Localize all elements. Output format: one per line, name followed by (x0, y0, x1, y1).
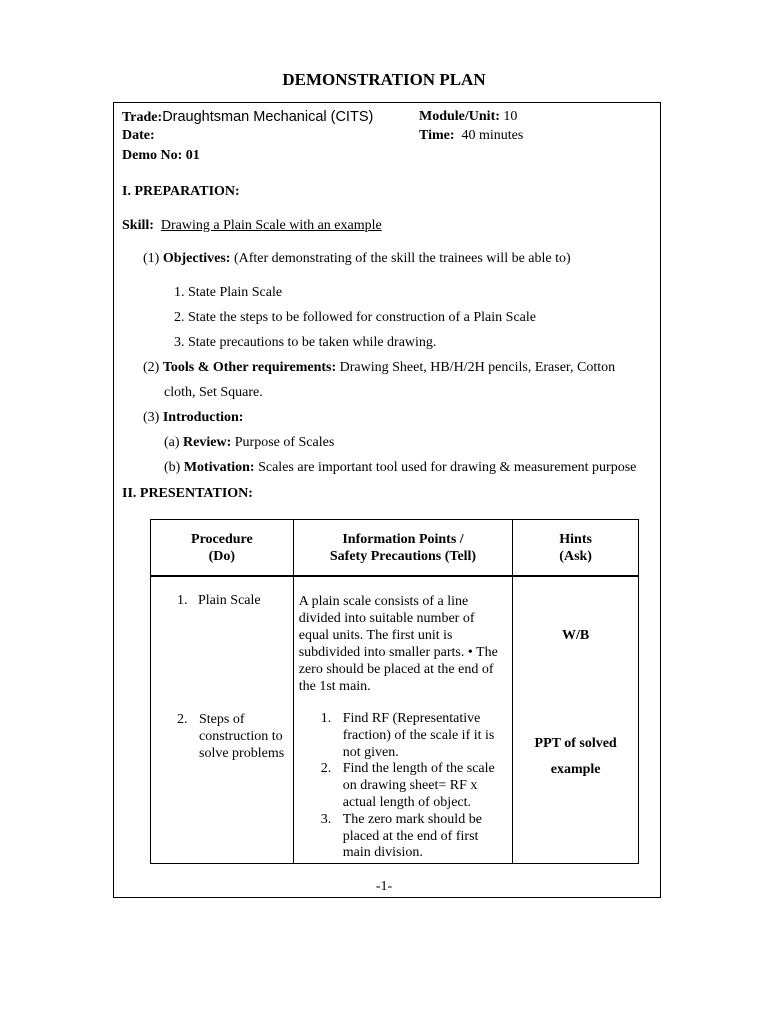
preparation-heading: I. PREPARATION: (122, 184, 240, 199)
column-header: Information Points / Safety Precautions (Tell) (293, 520, 513, 577)
skill-row (122, 218, 382, 234)
plain-scale-info: A plain scale consists of a line divided into suitable number of equal units. The first unit is subdivided into smaller parts. • The zero should be placed at the end of the 1st main. (298, 594, 498, 694)
skill-label: Skill: (122, 218, 154, 233)
hints-cell (513, 576, 639, 864)
time-value: 40 minutes (461, 128, 524, 143)
tools-text-cont: cloth, Set Square. (164, 385, 263, 400)
procedure-cell (151, 576, 294, 864)
review-text: Purpose of Scales (234, 435, 335, 450)
column-header: Procedure (Do) (151, 520, 294, 577)
document-title: DEMONSTRATION PLAN (282, 70, 486, 89)
trade-row (122, 109, 373, 126)
trade-label: Trade: (122, 110, 163, 125)
presentation-table (150, 519, 639, 864)
trade-value: Draughtsman Mechanical (CITS) (162, 109, 374, 125)
module-label: Module/Unit: (419, 109, 500, 124)
objective-item: 1. State Plain Scale (174, 285, 283, 300)
column-header: Hints (Ask) (513, 520, 639, 577)
objectives-label: Objectives: (162, 251, 231, 266)
procedure-item: 1. Plain Scale (177, 593, 261, 608)
step-item: 2. Find the length of the scale on drawing sheet= RF x actual length of object. (320, 761, 495, 810)
tools-row: (2) Tools & Other requirements: Drawing Sheet, HB/H/2H pencils, Eraser, Cotton (143, 360, 616, 375)
time-row (419, 128, 523, 144)
presentation-heading: II. PRESENTATION: (122, 486, 253, 501)
motivation-label: Motivation: (183, 460, 255, 475)
time-label: Time: (419, 128, 455, 143)
tools-label: Tools & Other requirements: (162, 360, 337, 375)
hint-ppt: PPT of solved (534, 736, 617, 751)
date-label: Date: (122, 128, 155, 143)
construction-steps (321, 711, 495, 862)
module-row (419, 109, 517, 125)
information-cell (293, 576, 513, 864)
objective-item: 2. State the steps to be followed for construction of a Plain Scale (174, 310, 536, 325)
skill-value: Drawing a Plain Scale with an example (160, 218, 382, 233)
step-item: 3. The zero mark should be placed at the end of first main division. (320, 811, 482, 861)
demo-number: Demo No: 01 (122, 148, 200, 163)
step-item: 1. Find RF (Representative fraction) of the scale if it is not given. (320, 711, 495, 760)
review-row: (a) Review: Purpose of Scales (164, 435, 335, 450)
table-row (151, 576, 639, 864)
objective-item: 3. State precautions to be taken while drawing. (174, 335, 437, 350)
hint-wb: W/B (562, 628, 590, 643)
motivation-row: (b) Motivation: Scales are important tool used for drawing & measurement purpose (164, 460, 637, 475)
module-value: 10 (503, 109, 518, 124)
introduction-label: Introduction: (162, 410, 244, 425)
motivation-text: Scales are important tool used for drawing & measurement purpose (258, 460, 637, 475)
page-number: -1- (375, 879, 393, 894)
introduction-row: (3) Introduction: (143, 410, 244, 425)
table-header-row (151, 520, 639, 577)
procedure-item: 2. Steps of construction to solve problems (177, 712, 285, 761)
hint-example: example (550, 762, 601, 777)
tools-text: Drawing Sheet, HB/H/2H pencils, Eraser, Cotton (339, 360, 616, 375)
review-label: Review: (183, 435, 232, 450)
objectives-text: (After demonstrating of the skill the trainees will be able to) (233, 251, 571, 266)
objectives-row: (1) Objectives: (After demonstrating of the skill the trainees will be able to) (143, 251, 571, 266)
